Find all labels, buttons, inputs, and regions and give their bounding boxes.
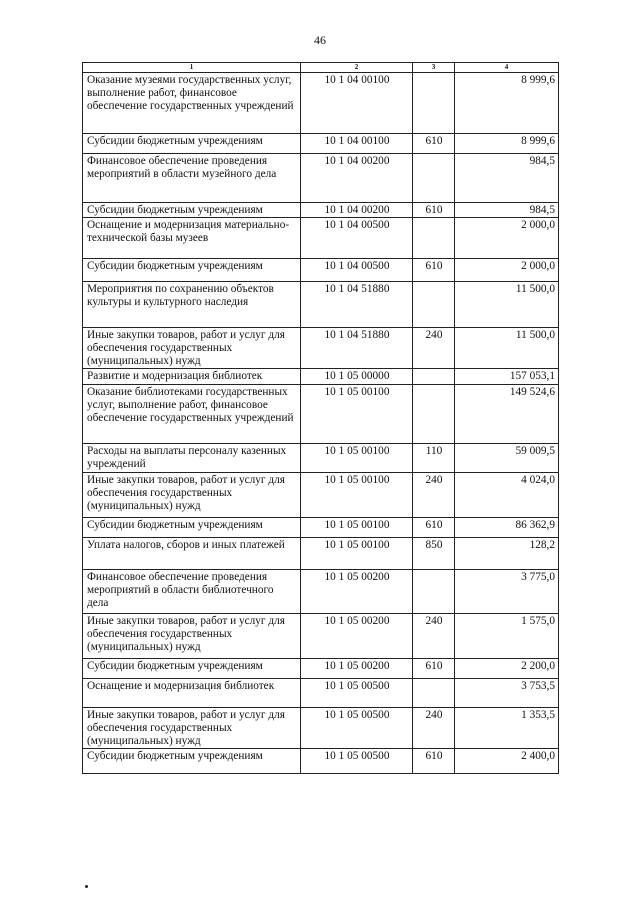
row-code: 10 1 04 51880 [301, 328, 413, 369]
column-header-code: 2 [301, 63, 413, 73]
table-row [83, 282, 559, 328]
row-amount: 11 500,0 [455, 328, 559, 369]
row-kind: 240 [413, 708, 455, 749]
row-name: Оснащение и модернизация материально-технической базы музеев [83, 218, 301, 259]
row-amount: 149 524,6 [455, 385, 559, 444]
row-name: Оказание библиотеками государственных услуг, выполнение работ, финансовое обеспечение государственных учреждений [83, 385, 301, 444]
row-code: 10 1 05 00100 [301, 518, 413, 538]
row-code: 10 1 05 00500 [301, 749, 413, 774]
column-header-amount: 4 [455, 63, 559, 73]
row-code: 10 1 04 00500 [301, 218, 413, 259]
row-name: Расходы на выплаты персоналу казенных учреждений [83, 444, 301, 473]
row-code: 10 1 05 00000 [301, 369, 413, 385]
row-code: 10 1 05 00100 [301, 538, 413, 570]
row-amount: 984,5 [455, 203, 559, 218]
row-name: Иные закупки товаров, работ и услуг для обеспечения государственных (муниципальных) нужд [83, 614, 301, 659]
table-row [83, 659, 559, 679]
table-row [83, 218, 559, 259]
row-amount: 157 053,1 [455, 369, 559, 385]
budget-table [82, 62, 559, 774]
row-name: Субсидии бюджетным учреждениям [83, 259, 301, 282]
table-row [83, 708, 559, 749]
row-kind [413, 73, 455, 134]
row-amount: 8 999,6 [455, 73, 559, 134]
table-row [83, 749, 559, 774]
row-kind [413, 679, 455, 708]
row-name: Субсидии бюджетным учреждениям [83, 659, 301, 679]
table-row [83, 538, 559, 570]
table-row [83, 203, 559, 218]
row-kind: 240 [413, 473, 455, 518]
table-row [83, 614, 559, 659]
row-kind: 610 [413, 518, 455, 538]
row-amount: 86 362,9 [455, 518, 559, 538]
row-name: Оказание музеями государственных услуг, выполнение работ, финансовое обеспечение государственных учреждений [83, 73, 301, 134]
row-kind [413, 385, 455, 444]
row-code: 10 1 05 00100 [301, 473, 413, 518]
row-code: 10 1 04 00100 [301, 73, 413, 134]
row-code: 10 1 05 00100 [301, 444, 413, 473]
row-name: Финансовое обеспечение проведения мероприятий в области библиотечного дела [83, 570, 301, 614]
column-header-name: 1 [83, 63, 301, 73]
table-row [83, 679, 559, 708]
row-amount: 2 000,0 [455, 218, 559, 259]
row-kind: 850 [413, 538, 455, 570]
row-kind: 610 [413, 659, 455, 679]
table-row [83, 73, 559, 134]
row-code: 10 1 05 00200 [301, 614, 413, 659]
row-amount: 128,2 [455, 538, 559, 570]
row-amount: 59 009,5 [455, 444, 559, 473]
margin-dot [85, 885, 88, 888]
table-row [83, 259, 559, 282]
row-amount: 4 024,0 [455, 473, 559, 518]
row-code: 10 1 05 00200 [301, 570, 413, 614]
row-name: Субсидии бюджетным учреждениям [83, 518, 301, 538]
row-name: Субсидии бюджетным учреждениям [83, 134, 301, 154]
row-kind: 610 [413, 134, 455, 154]
row-amount: 2 200,0 [455, 659, 559, 679]
table-row [83, 369, 559, 385]
table-row [83, 570, 559, 614]
row-amount: 2 000,0 [455, 259, 559, 282]
row-name: Уплата налогов, сборов и иных платежей [83, 538, 301, 570]
row-amount: 984,5 [455, 154, 559, 203]
row-kind: 240 [413, 328, 455, 369]
row-name: Мероприятия по сохранению объектов культуры и культурного наследия [83, 282, 301, 328]
row-amount: 11 500,0 [455, 282, 559, 328]
table-row [83, 134, 559, 154]
table-row [83, 518, 559, 538]
row-code: 10 1 05 00200 [301, 659, 413, 679]
row-amount: 3 775,0 [455, 570, 559, 614]
row-code: 10 1 04 00200 [301, 154, 413, 203]
row-code: 10 1 05 00100 [301, 385, 413, 444]
table-row [83, 385, 559, 444]
row-kind [413, 154, 455, 203]
row-amount: 2 400,0 [455, 749, 559, 774]
table-row [83, 473, 559, 518]
row-code: 10 1 04 00200 [301, 203, 413, 218]
row-kind [413, 570, 455, 614]
row-name: Развитие и модернизация библиотек [83, 369, 301, 385]
row-kind: 110 [413, 444, 455, 473]
row-kind: 610 [413, 203, 455, 218]
row-kind: 610 [413, 259, 455, 282]
row-amount: 1 575,0 [455, 614, 559, 659]
row-code: 10 1 04 00100 [301, 134, 413, 154]
table-row [83, 154, 559, 203]
header-row [83, 63, 559, 73]
row-code: 10 1 04 00500 [301, 259, 413, 282]
row-name: Субсидии бюджетным учреждениям [83, 749, 301, 774]
row-kind [413, 282, 455, 328]
row-name: Оснащение и модернизация библиотек [83, 679, 301, 708]
table-row [83, 328, 559, 369]
row-amount: 8 999,6 [455, 134, 559, 154]
row-name: Субсидии бюджетным учреждениям [83, 203, 301, 218]
row-code: 10 1 04 51880 [301, 282, 413, 328]
table-row [83, 444, 559, 473]
row-name: Финансовое обеспечение проведения мероприятий в области музейного дела [83, 154, 301, 203]
row-name: Иные закупки товаров, работ и услуг для обеспечения государственных (муниципальных) нужд [83, 473, 301, 518]
row-code: 10 1 05 00500 [301, 708, 413, 749]
page-number: 46 [314, 33, 326, 47]
row-name: Иные закупки товаров, работ и услуг для обеспечения государственных (муниципальных) нужд [83, 708, 301, 749]
column-header-kind: 3 [413, 63, 455, 73]
row-name: Иные закупки товаров, работ и услуг для обеспечения государственных (муниципальных) нужд [83, 328, 301, 369]
row-amount: 3 753,5 [455, 679, 559, 708]
row-kind: 610 [413, 749, 455, 774]
row-amount: 1 353,5 [455, 708, 559, 749]
row-code: 10 1 05 00500 [301, 679, 413, 708]
row-kind: 240 [413, 614, 455, 659]
row-kind [413, 369, 455, 385]
row-kind [413, 218, 455, 259]
